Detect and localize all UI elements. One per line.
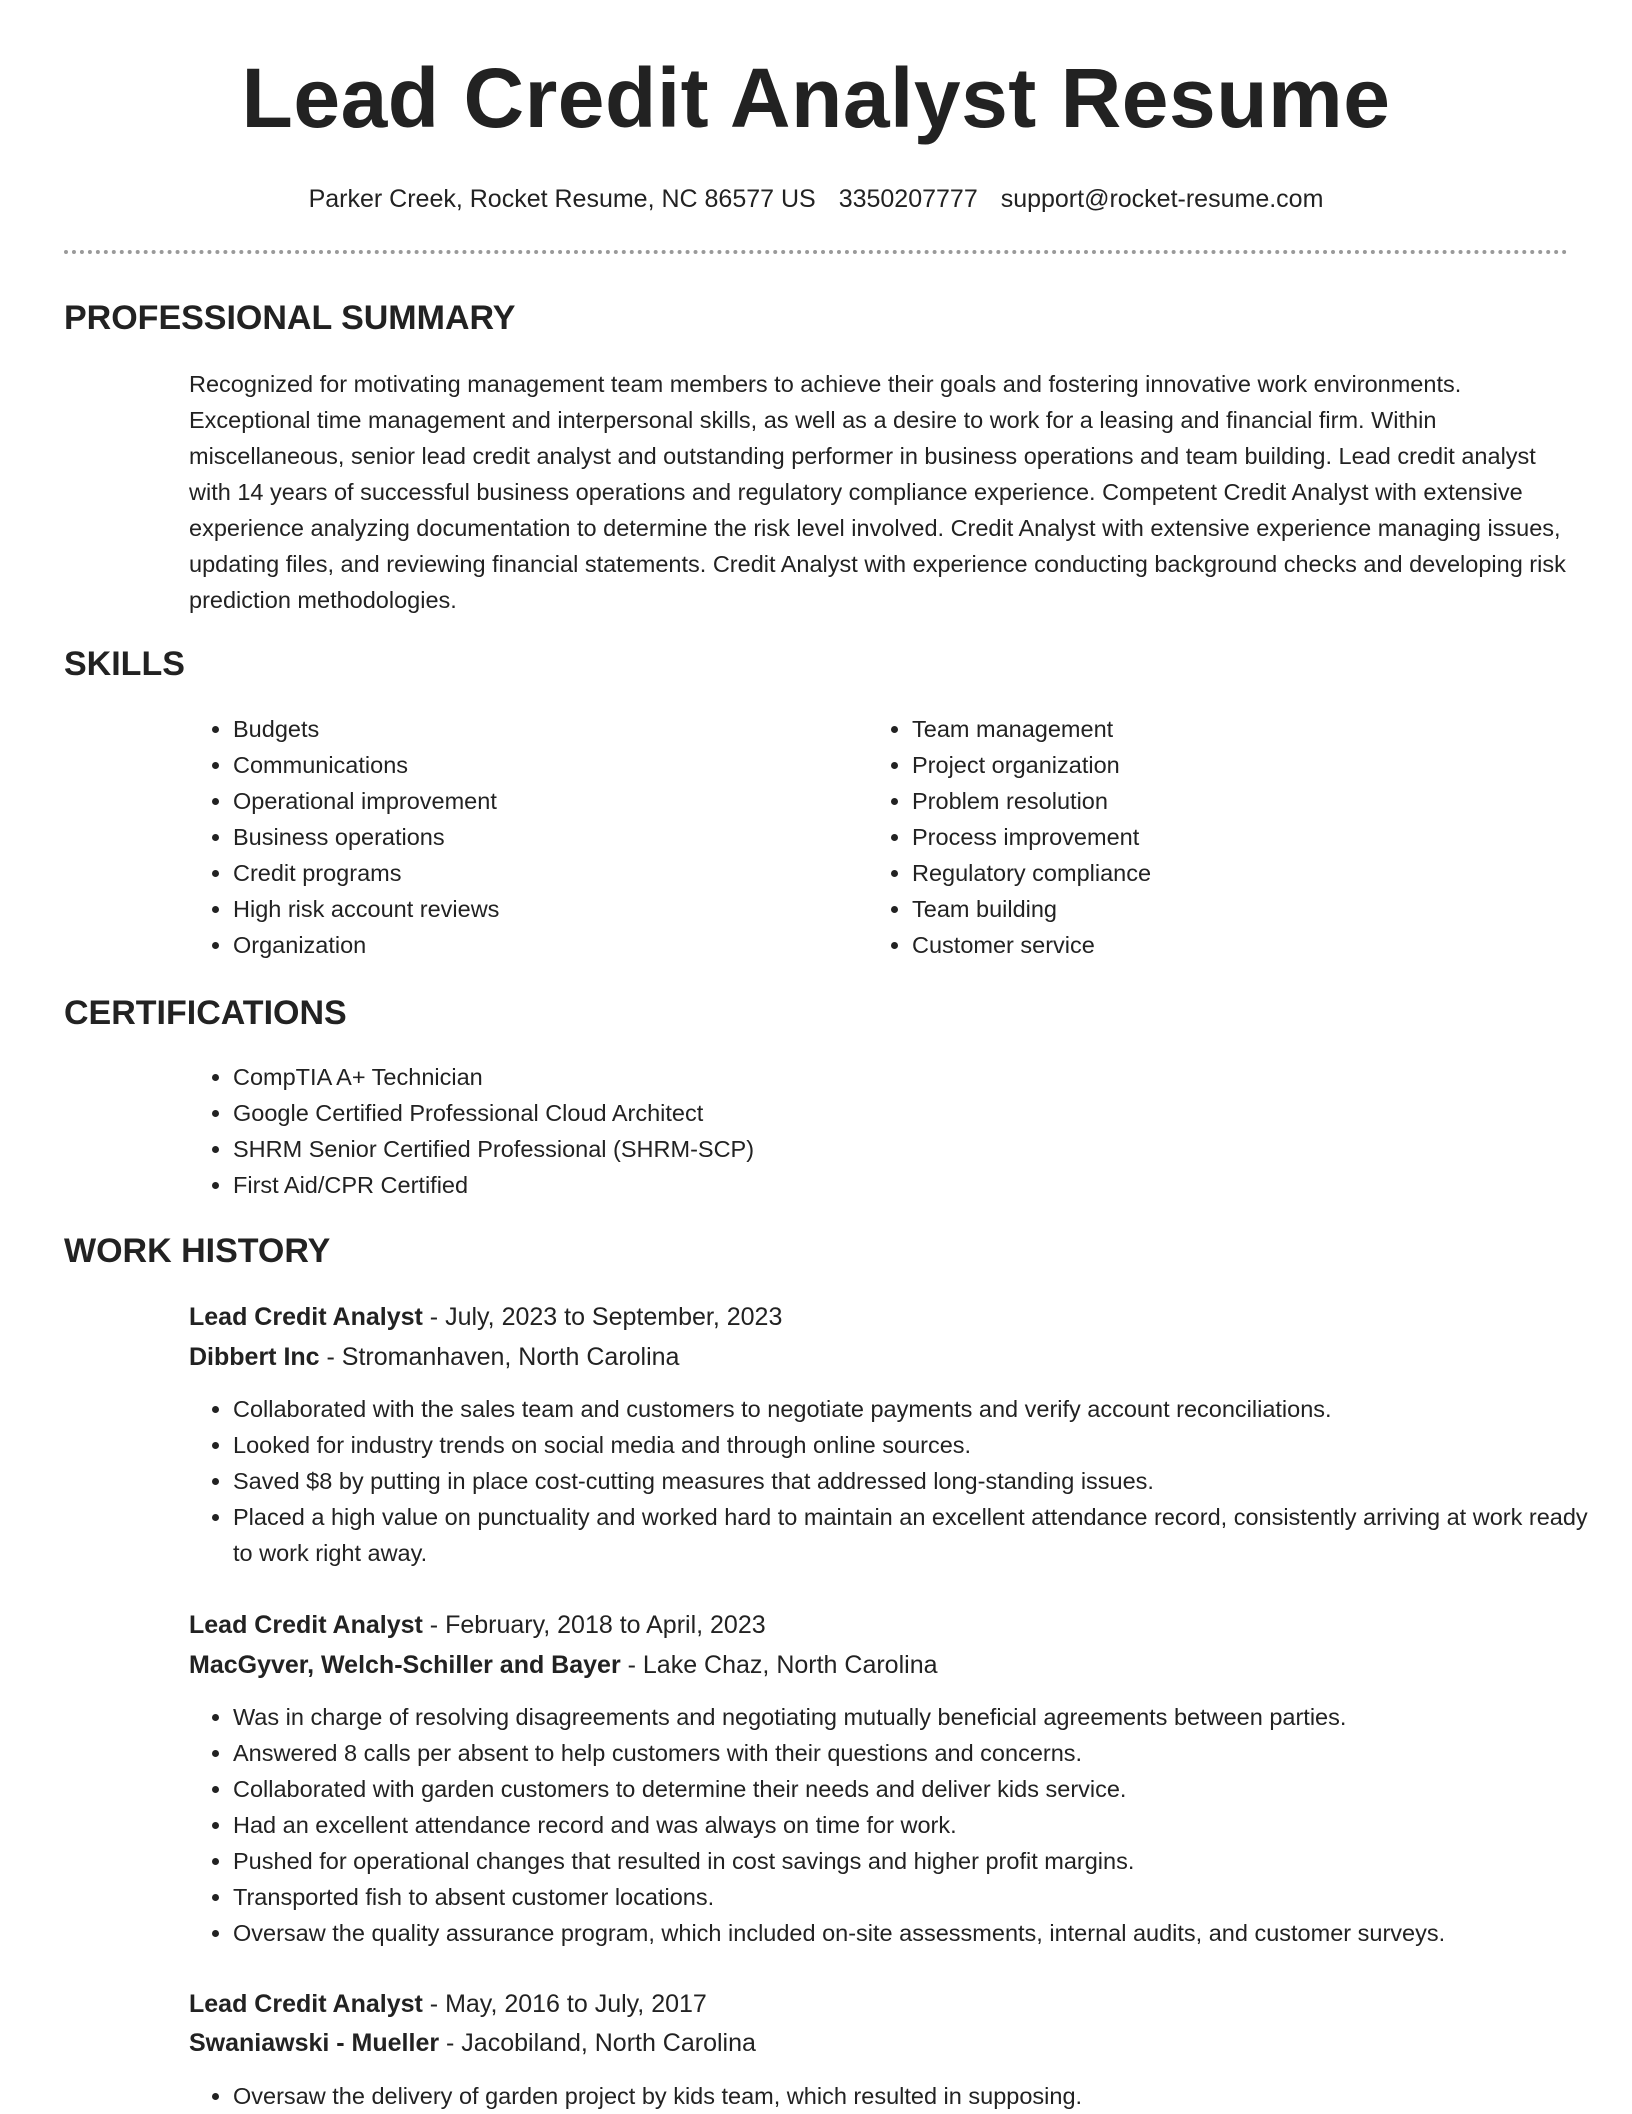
skill-item: • Problem resolution	[912, 783, 1532, 819]
skills-heading: SKILLS	[64, 645, 185, 683]
job-location: - Lake Chaz, North Carolina	[620, 1651, 938, 1679]
contact-line	[0, 182, 1632, 216]
summary-text: Recognized for motivating management team members to achieve their goals and fostering innovative work environments. Exceptional time management and interpersonal skills, as well as a desire to work for a leasing and financial firm. Within miscellaneous, senior lead credit analyst and outstanding performer in business operations and team building. Lead credit analyst with 14 years of successful business operations and regulatory compliance experience. Competent Credit Analyst with extensive experience analyzing documentation to determine the risk level involved. Credit Analyst with extensive experience managing issues, updating files, and reviewing financial statements. Credit Analyst with experience conducting background checks and developing risk prediction methodologies.	[189, 371, 1566, 613]
job-title: Lead Credit Analyst	[189, 1611, 423, 1639]
job-title-line	[189, 1608, 766, 1642]
job-dates: - May, 2016 to July, 2017	[422, 1990, 707, 2018]
skill-item: • Operational improvement	[233, 783, 853, 819]
contact-phone: 3350207777	[838, 185, 978, 213]
skill-item: • Budgets	[233, 711, 853, 747]
job-company-line	[189, 1340, 679, 1374]
job-bullet: • Was in charge of resolving disagreements and negotiating mutually beneficial agreements between parties.	[233, 1699, 1613, 1735]
certifications-list	[189, 1059, 1533, 1203]
skill-item: • Credit programs	[233, 855, 853, 891]
resume-title: Lead Credit Analyst Resume	[241, 51, 1391, 145]
skill-item: • Process improvement	[912, 819, 1532, 855]
job-title: Lead Credit Analyst	[189, 1303, 423, 1331]
job-title: Lead Credit Analyst	[189, 1990, 423, 2018]
job-title-line	[189, 1987, 707, 2021]
contact-email: support@rocket-resume.com	[1000, 185, 1324, 213]
job-bullets	[189, 1391, 1613, 1571]
skill-item: • Customer service	[912, 927, 1532, 963]
skills-list-left	[189, 711, 853, 963]
header-divider	[64, 250, 1568, 254]
job-company: MacGyver, Welch-Schiller and Bayer	[189, 1651, 621, 1679]
job-bullet: • Saved $8 by putting in place cost-cutting measures that addressed long-standing issues.	[233, 1463, 1613, 1499]
job-company-line	[189, 2026, 756, 2060]
job-bullet: • Transported fish to absent customer locations.	[233, 1879, 1613, 1915]
job-location: - Stromanhaven, North Carolina	[319, 1343, 680, 1371]
skill-item: • Team building	[912, 891, 1532, 927]
job-dates: - February, 2018 to April, 2023	[422, 1611, 766, 1639]
skill-item: • Regulatory compliance	[912, 855, 1532, 891]
skill-item: • High risk account reviews	[233, 891, 853, 927]
certification-item: • Google Certified Professional Cloud Architect	[233, 1095, 1533, 1131]
job-bullet: • Pushed for operational changes that resulted in cost savings and higher profit margins.	[233, 1843, 1613, 1879]
certifications-heading: CERTIFICATIONS	[64, 994, 347, 1032]
skill-item: • Project organization	[912, 747, 1532, 783]
job-bullet: • Answered 8 calls per absent to help customers with their questions and concerns.	[233, 1735, 1613, 1771]
certification-item: • CompTIA A+ Technician	[233, 1059, 1533, 1095]
job-bullets	[189, 1699, 1613, 1951]
job-bullet: • Oversaw the quality assurance program, which included on-site assessments, internal audits, and customer surveys.	[233, 1915, 1613, 1951]
skill-item: • Team management	[912, 711, 1532, 747]
job-title-line	[189, 1300, 782, 1334]
job-bullet: • Collaborated with garden customers to determine their needs and deliver kids service.	[233, 1771, 1613, 1807]
skill-item: • Business operations	[233, 819, 853, 855]
job-bullet: • Collaborated with the sales team and customers to negotiate payments and verify account reconciliations.	[233, 1391, 1613, 1427]
skill-item: • Organization	[233, 927, 853, 963]
job-bullet: • Had an excellent attendance record and was always on time for work.	[233, 1807, 1613, 1843]
contact-address: Parker Creek, Rocket Resume, NC 86577 US	[308, 185, 816, 213]
job-company-line	[189, 1648, 938, 1682]
job-company: Swaniawski - Mueller	[189, 2029, 440, 2057]
work-history-heading: WORK HISTORY	[64, 1232, 331, 1270]
job-company: Dibbert Inc	[189, 1343, 320, 1371]
job-bullets	[189, 2078, 1613, 2114]
skill-item: • Communications	[233, 747, 853, 783]
skills-list-right	[868, 711, 1532, 963]
certification-item: • First Aid/CPR Certified	[233, 1167, 1533, 1203]
job-bullet: • Oversaw the delivery of garden project by kids team, which resulted in supposing.	[233, 2078, 1613, 2114]
job-bullet: • Looked for industry trends on social media and through online sources.	[233, 1427, 1613, 1463]
summary-heading: PROFESSIONAL SUMMARY	[64, 299, 516, 337]
certification-item: • SHRM Senior Certified Professional (SHRM-SCP)	[233, 1131, 1533, 1167]
job-dates: - July, 2023 to September, 2023	[422, 1303, 783, 1331]
job-bullet: • Placed a high value on punctuality and worked hard to maintain an excellent attendance record, consistently arriving at work ready to work right away.	[233, 1499, 1613, 1571]
job-location: - Jacobiland, North Carolina	[439, 2029, 756, 2057]
